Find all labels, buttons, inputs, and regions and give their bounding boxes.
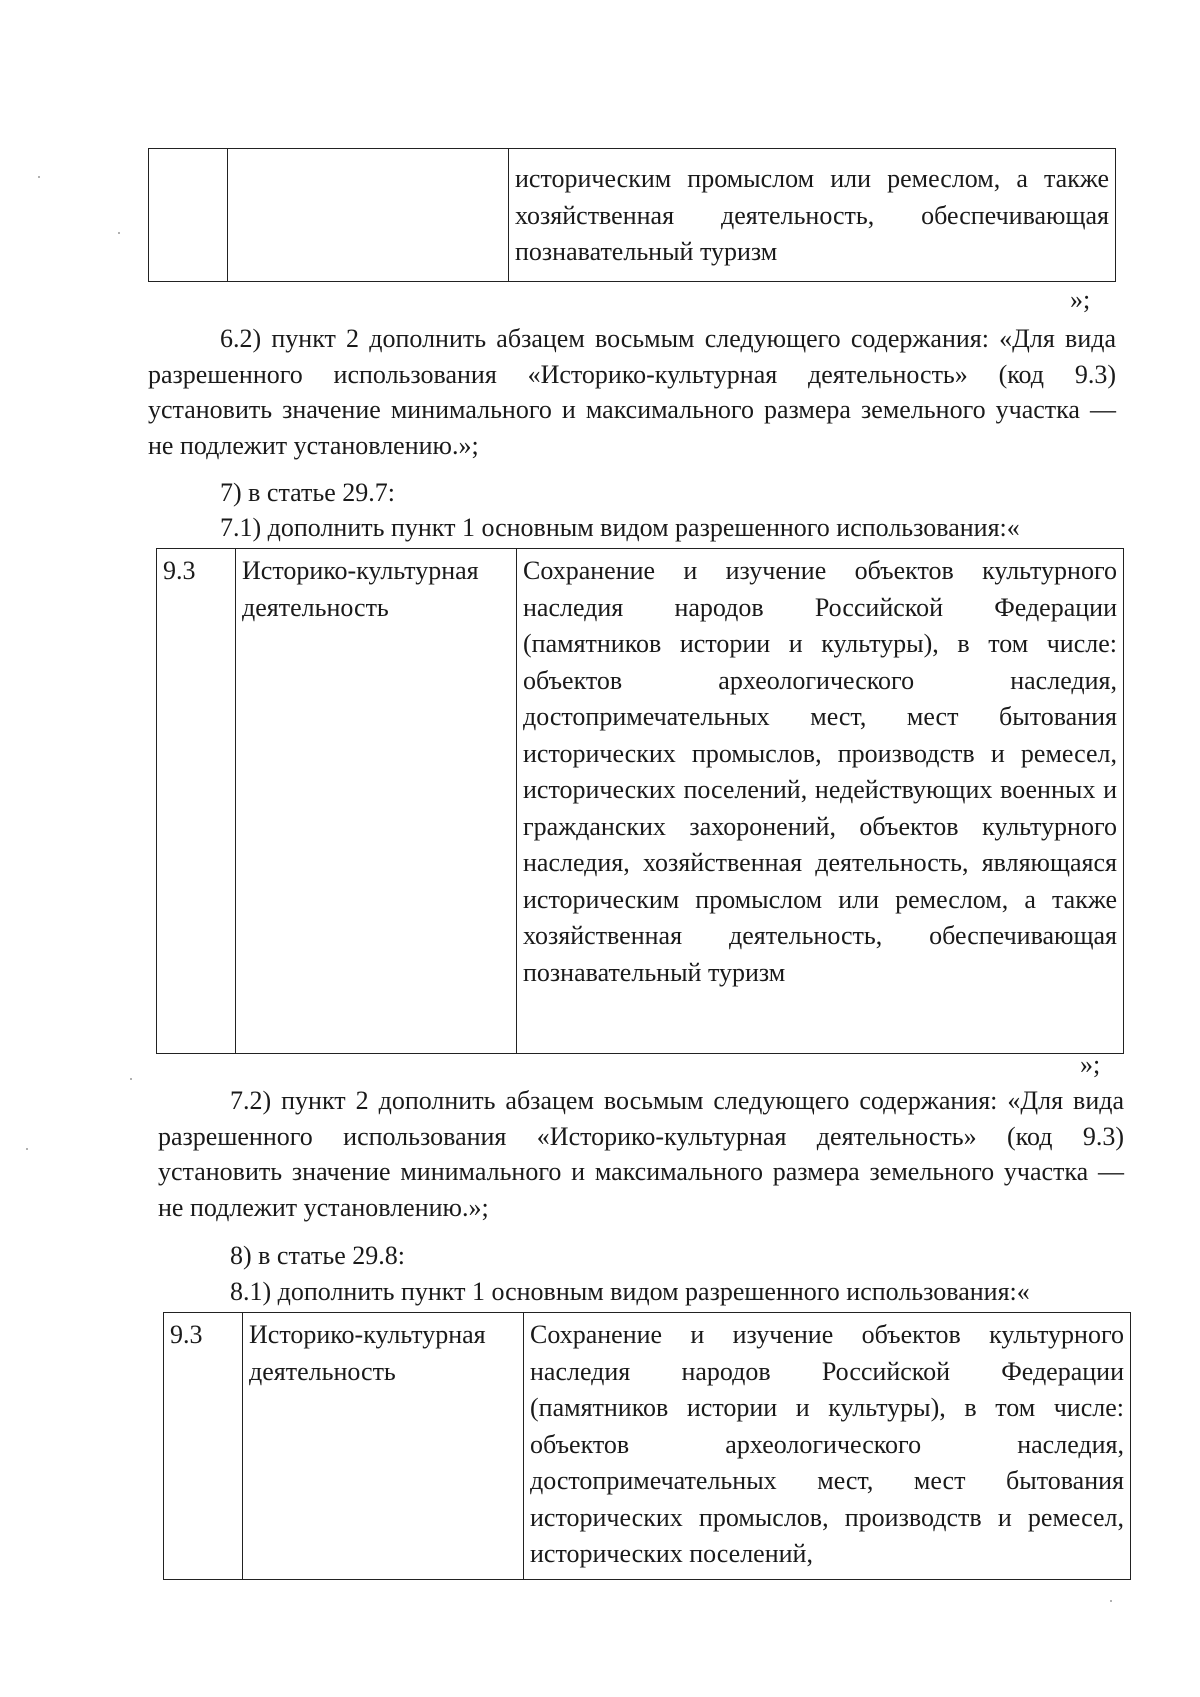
table-cell-name [228, 149, 509, 282]
item-7-1: 7.1) дополнить пункт 1 основным видом разрешенного использования:« [220, 513, 1020, 542]
table-cell-description: историческим промыслом или ремеслом, а также хозяйственная деятельность, обеспечивающая познавательный туризм [509, 149, 1116, 282]
table-row [164, 1313, 1131, 1580]
table-cell-description: Сохранение и изучение объектов культурного наследия народов Российской Федерации (памятников истории и культуры), в том числе: объектов археологического наследия, достопримечательных мест, мест бытования исторических промыслов, производств и ремесел, исторических поселений, недействующих военных и гражданских захоронений, объектов культурного наследия, хозяйственная деятельность, являющаяся историческим промыслом или ремеслом, а также хозяйственная деятельность, обеспечивающая познавательный туризм [517, 549, 1124, 1054]
table-article-29-8 [163, 1312, 1131, 1580]
table-cell-description: Сохранение и изучение объектов культурного наследия народов Российской Федерации (памятников истории и культуры), в том числе: объектов археологического наследия, достопримечательных мест, мест бытования исторических промыслов, производств и ремесел, исторических поселений, [524, 1313, 1131, 1580]
paragraph-6-2: 6.2) пункт 2 дополнить абзацем восьмым следующего содержания: «Для вида разрешенного использования «Историко-культурная деятельность» (код 9.3) установить значение минимального и максимального размера земельного участка — не подлежит установлению.»; [148, 324, 1116, 460]
table-cell-name: Историко-культурная деятельность [236, 549, 517, 1054]
table-cell-code [149, 149, 228, 282]
table-row [157, 549, 1124, 1054]
scan-speck [38, 176, 40, 178]
scan-speck [1110, 1600, 1112, 1602]
table-article-29-7 [156, 548, 1124, 1054]
table-continuation [148, 148, 1116, 282]
scan-speck [26, 1148, 28, 1150]
table-cell-code: 9.3 [164, 1313, 243, 1580]
table-cell-code: 9.3 [157, 549, 236, 1054]
heading-article-29-7: 7) в статье 29.7: [220, 478, 396, 507]
scan-speck [118, 232, 120, 234]
quote-close: »; [1080, 1050, 1101, 1079]
quote-close: »; [1070, 285, 1091, 314]
table-row [149, 149, 1116, 282]
item-8-1: 8.1) дополнить пункт 1 основным видом разрешенного использования:« [230, 1277, 1030, 1306]
heading-article-29-8: 8) в статье 29.8: [230, 1241, 406, 1270]
scan-speck [130, 1078, 132, 1080]
paragraph-7-2: 7.2) пункт 2 дополнить абзацем восьмым следующего содержания: «Для вида разрешенного использования «Историко-культурная деятельность» (код 9.3) установить значение минимального и максимального размера земельного участка — не подлежит установлению.»; [158, 1086, 1124, 1222]
table-cell-name: Историко-культурная деятельность [243, 1313, 524, 1580]
